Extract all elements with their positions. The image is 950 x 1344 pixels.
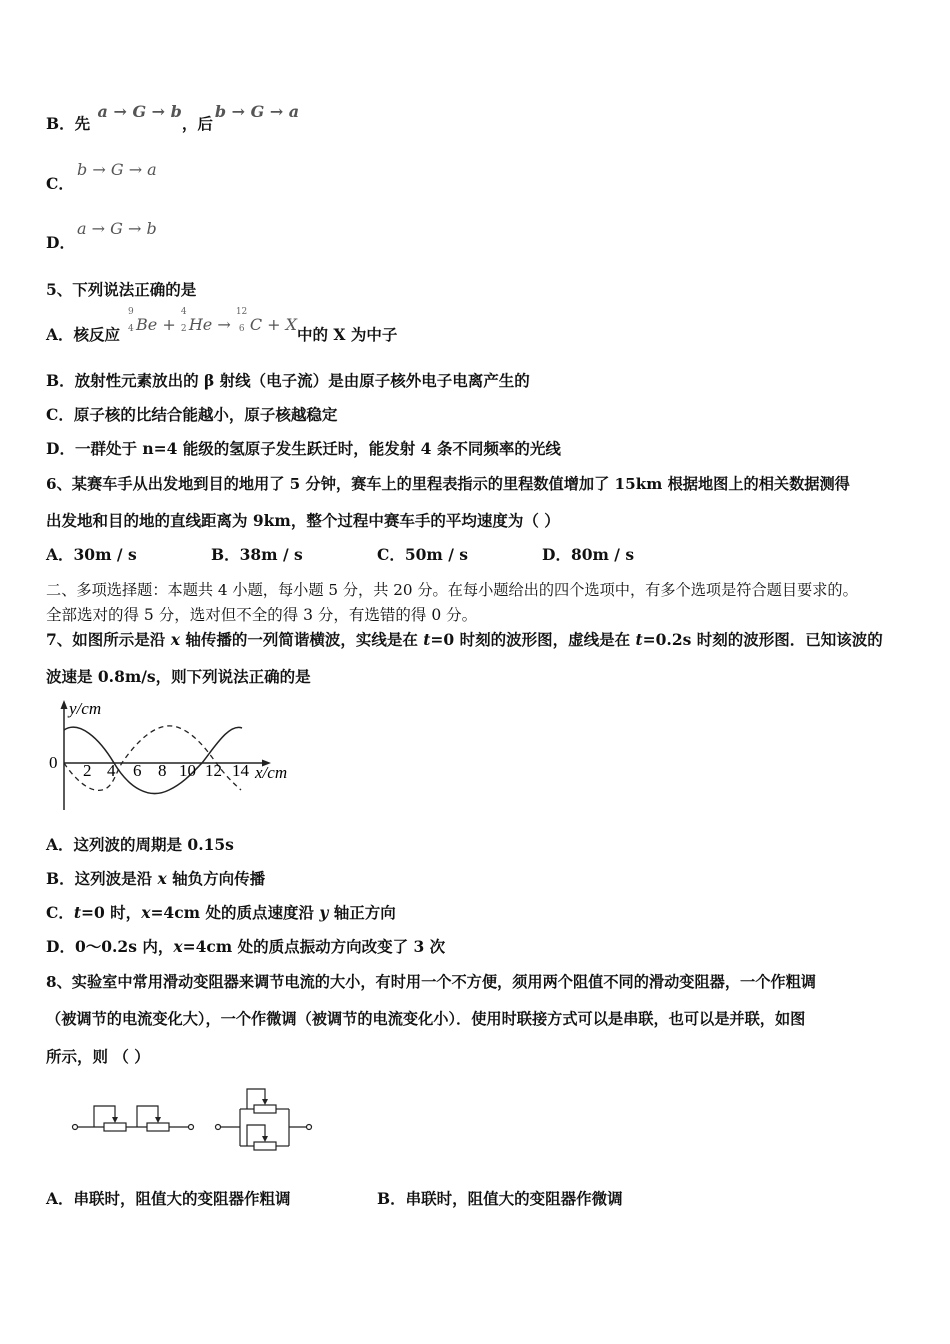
series-terminal-left [73,1125,78,1130]
q8-series-circuit [70,1098,200,1143]
q7-stem-line1: 7、如图所示是沿 x 轴传播的一列简谐横波，实线是在 t=0 时刻的波形图，虚线是在 t=0.2s 时刻的波形图．已知该波的 [46,630,883,649]
x-axis-label: x/cm [255,763,288,782]
q6-option-d: D．80m / s [542,545,635,564]
x-tick-2: 2 [83,761,92,780]
parallel-slider-bottom-arrow [262,1136,268,1142]
q7-option-a: A．这列波的周期是 0.15s [46,835,234,854]
series-rheostat-2 [147,1123,169,1131]
q8-stem-line3: 所示，则 （ ） [46,1047,150,1066]
q4-option-c: C． [46,174,74,193]
q5-stem: 5、下列说法正确的是 [46,280,197,299]
q4-b-math-2: b → G → a [214,102,300,121]
q7-option-d: D．0～0.2s 内，x=4cm 处的质点振动方向改变了 3 次 [46,937,446,956]
q8-option-b: B．串联时，阻值大的变阻器作微调 [377,1189,623,1208]
parallel-terminal-left [216,1125,221,1130]
x-tick-10: 10 [179,761,196,780]
section-2-instructions-line1: 二、多项选择题：本题共 4 小题，每小题 5 分，共 20 分。在每小题给出的四个选项中，有多个选项是符合题目要求的。 [46,581,858,599]
q8-parallel-circuit [213,1085,323,1155]
q5-option-a: A．核反应 [46,325,121,344]
series-terminal-right [189,1125,194,1130]
q5-a-post: 中的 X 为中子 [297,325,398,344]
q5-a-nuclear-equation: 9 4 Be + 4 2 He → 12 6 C + X [128,307,298,334]
q4-option-b: B．先 a → G → b，后b → G → a [46,102,300,133]
origin-label: 0 [49,753,58,772]
parallel-terminal-right [307,1125,312,1130]
q5-option-b: B．放射性元素放出的 β 射线（电子流）是由原子核外电子电离产生的 [46,371,530,390]
q7-option-b: B．这列波是沿 x 轴负方向传播 [46,869,266,888]
q6-option-b: B．38m / s [211,545,303,564]
wave-dashed-t02 [64,726,241,791]
q6-option-c: C．50m / s [377,545,468,564]
q5-option-d: D．一群处于 n=4 能级的氢原子发生跃迁时，能发射 4 条不同频率的光线 [46,439,561,458]
q4-b-math-1: a → G → b [97,102,182,121]
series-slider-2-arrow [155,1117,161,1123]
q5-option-c: C．原子核的比结合能越小，原子核越稳定 [46,405,338,424]
q6-stem-line2: 出发地和目的地的直线距离为 9km，整个过程中赛车手的平均速度为（ ） [46,511,560,530]
q8-option-a: A．串联时，阻值大的变阻器作粗调 [46,1189,291,1208]
q6-option-a: A．30m / s [46,545,137,564]
q4-d-math: a → G → b [77,219,157,238]
x-tick-labels [83,761,250,780]
q8-stem-line2: （被调节的电流变化大），一个作微调（被调节的电流变化小）．使用时联接方式可以是串联，也可以是并联，如图 [46,1010,806,1028]
q8-stem-line1: 8、实验室中常用滑动变阻器来调节电流的大小，有时用一个不方便，须用两个阻值不同的滑动变阻器，一个作粗调 [46,973,816,991]
x-tick-4: 4 [107,761,116,780]
x-tick-12: 12 [205,761,222,780]
q4-c-math: b → G → a [77,160,157,179]
q7-option-c: C．t=0 时，x=4cm 处的质点速度沿 y 轴正方向 [46,903,396,922]
series-rheostat-1 [104,1123,126,1131]
section-2-instructions-line2: 全部选对的得 5 分，选对但不全的得 3 分，有选错的得 0 分。 [46,606,478,624]
series-slider-1-arrow [112,1117,118,1123]
parallel-slider-top-arrow [262,1099,268,1105]
y-axis-arrow [61,700,68,709]
parallel-rheostat-top [254,1105,276,1113]
x-tick-8: 8 [158,761,167,780]
x-tick-14: 14 [232,761,249,780]
q7-stem-line2: 波速是 0.8m/s，则下列说法正确的是 [46,667,311,686]
parallel-rheostat-bottom [254,1142,276,1150]
q4-option-d: D． [46,233,75,252]
x-tick-6: 6 [133,761,142,780]
q7-wave-graph [44,698,314,813]
q6-stem-line1: 6、某赛车手从出发地到目的地用了 5 分钟，赛车上的里程表指示的里程数值增加了 15km 根据地图上的相关数据测得 [46,475,850,493]
y-axis-label: y/cm [69,699,102,718]
